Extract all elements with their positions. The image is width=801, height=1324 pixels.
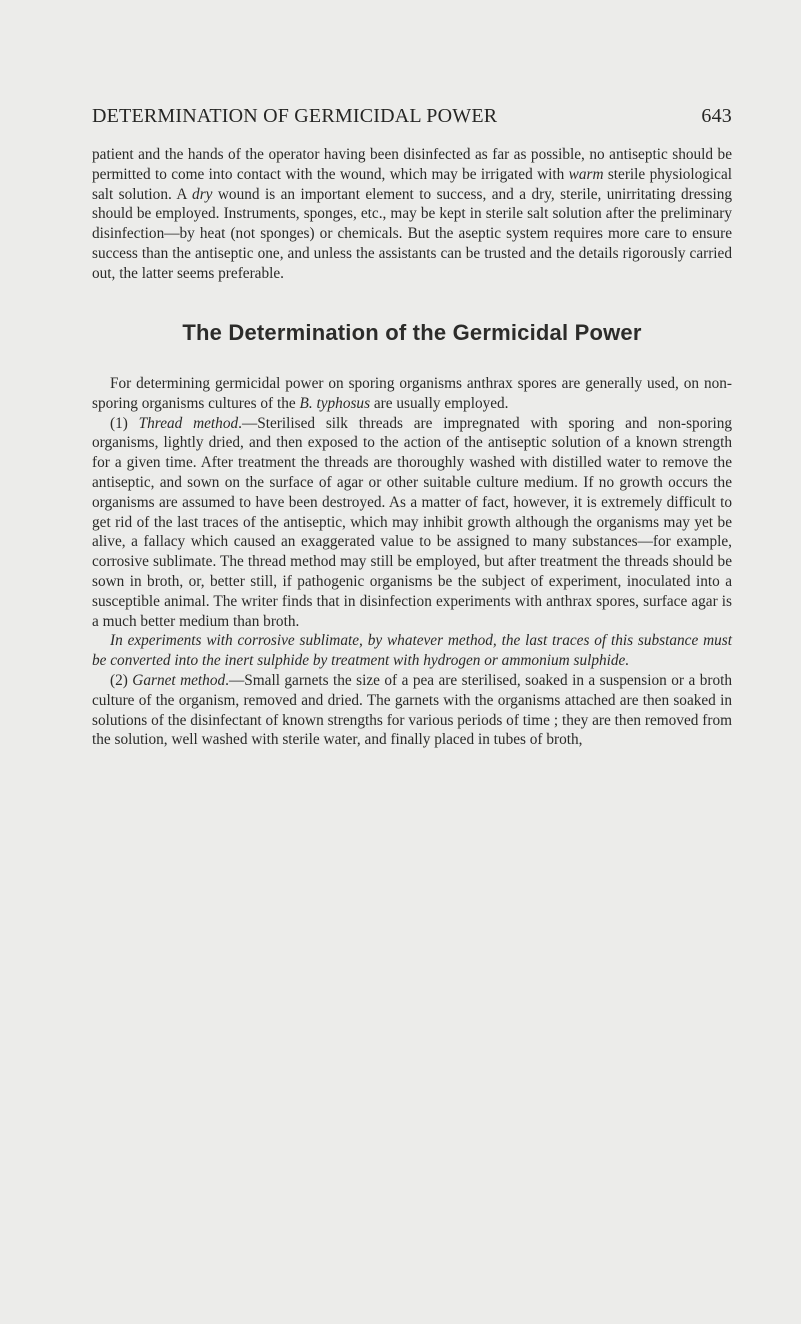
section-body [92, 374, 732, 750]
page-number: 643 [701, 105, 732, 127]
opening-paragraph-text [92, 145, 732, 284]
text-run: sterile physiological salt solution. A [92, 165, 732, 203]
text-run: are usually employed. [370, 394, 509, 412]
italic-note-paragraph [92, 631, 732, 671]
item-number: (1) [110, 414, 139, 432]
emphasis-dry: dry [192, 185, 213, 203]
opening-paragraph [92, 145, 732, 284]
item-number: (2) [110, 671, 133, 689]
running-header-title: DETERMINATION OF GERMICIDAL POWER [92, 105, 498, 127]
text-run: patient and the hands of the operator having been disinfected as far as possible, no antiseptic should be permitted to come into contact with the wound, which may be irrigated with [92, 146, 732, 183]
emphasis-warm: warm [568, 165, 604, 183]
thread-method-paragraph [92, 414, 732, 632]
text-run: .—Small garnets the size of a pea are sterilised, soaked in a suspension or a broth culture of the organism, removed and dried. The garnets with the organisms attached are then soaked in solutions of the disinfectant of known strengths for various periods of time ; they are then removed from the solution, well washed with sterile water, and finally placed in tubes of broth, [92, 671, 732, 749]
italic-note: In experiments with corrosive sublimate, by whatever method, the last traces of this substance must be converted into the inert sulphide by treatment with hydrogen or ammonium sulphide. [92, 632, 732, 670]
text-run: wound is an important element to success, and a dry, sterile, unirritating dressing should be employed. Instruments, sponges, etc., may be kept in sterile salt solution after the preliminary disinfection—by heat (not sponges) or chemicals. But the aseptic system requires more care to ensure success than the antiseptic one, and unless the assistants can be trusted and the details rigorously carried out, the latter seems preferable. [92, 185, 733, 282]
organism-name: B. typhosus [299, 394, 371, 412]
method-title: Thread method [138, 414, 239, 432]
text-run: For determining germicidal power on sporing organisms anthrax spores are generally used, on non-sporing organisms cultures of the [92, 375, 732, 412]
text-run: .—Sterilised silk threads are impregnated with sporing and non-sporing organisms, lightly dried, and then exposed to the action of the antiseptic solution of a known strength for a given time. After treatment the threads are thoroughly washed with distilled water to remove the antiseptic, and sown on the surface of agar or other suitable culture medium. If no growth occurs the organisms are assumed to have been destroyed. As a matter of fact, however, it is extremely difficult to get rid of the last traces of the antiseptic, which may inhibit growth although the organisms may yet be alive, a fallacy which caused an exaggerated value to be assigned to many substances—for example, corrosive sublimate. The thread method may still be employed, but after treatment the threads should be sown in broth, or, better still, if pathogenic organisms be the subject of experiment, inoculated into a susceptible animal. The writer finds that in disinfection experiments with anthrax spores, surface agar is a much better medium than broth. [92, 414, 732, 630]
section-heading: The Determination of the Germicidal Power [182, 320, 642, 345]
garnet-method-paragraph [92, 671, 732, 750]
method-title: Garnet method [132, 671, 226, 689]
intro-paragraph [92, 374, 732, 414]
